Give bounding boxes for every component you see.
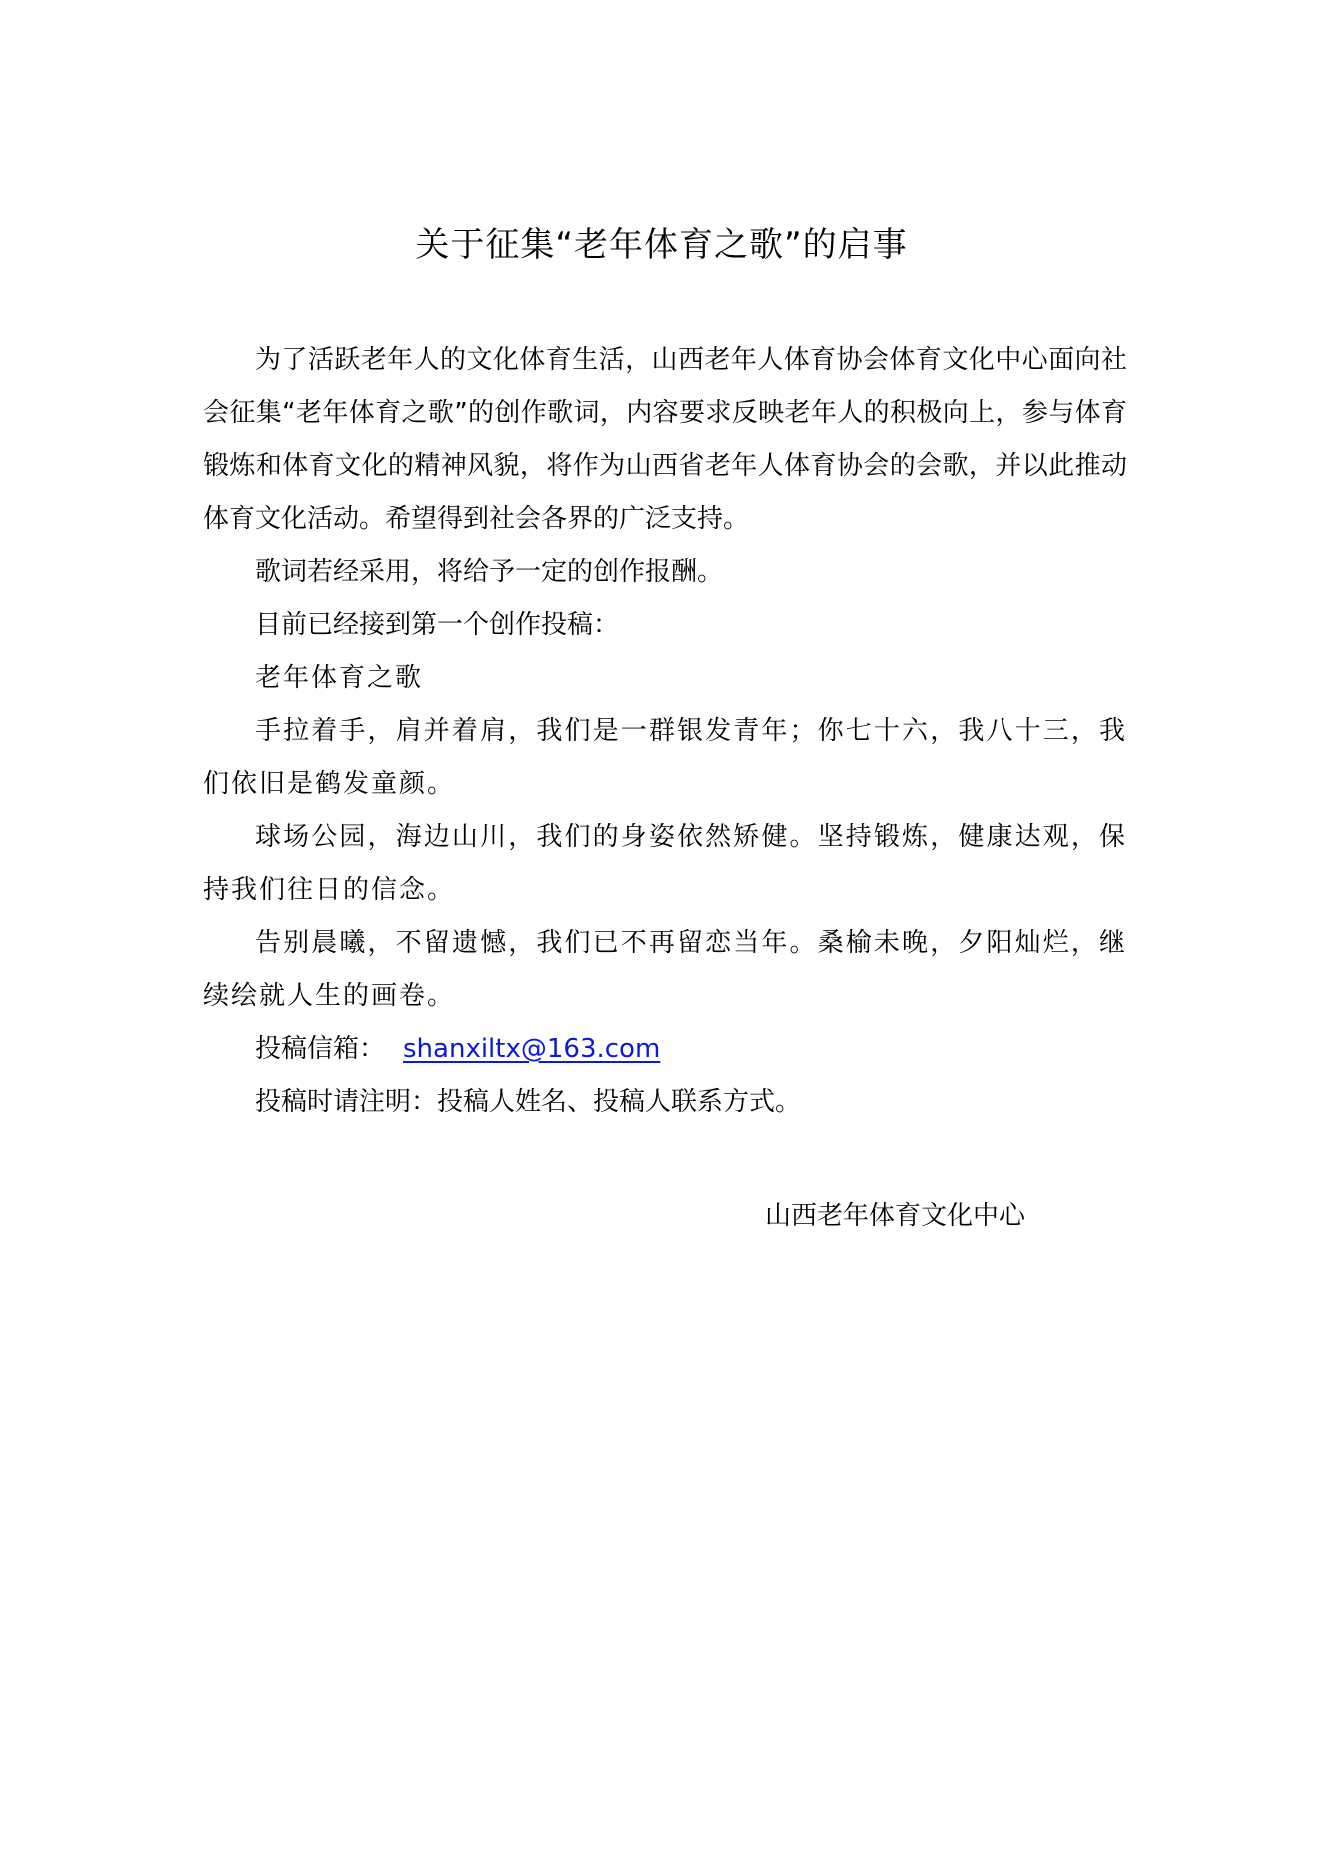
submission-email-line [203, 1023, 1127, 1076]
poem-stanza-1: 手拉着手，肩并着肩，我们是一群银发青年；你七十六，我八十三，我们依旧是鹤发童颜。 [203, 716, 1127, 799]
submission-note: 投稿时请注明：投稿人姓名、投稿人联系方式。 [255, 1087, 802, 1117]
reward-paragraph: 歌词若经采用，将给予一定的创作报酬。 [255, 557, 724, 587]
signature: 山西老年体育文化中心 [765, 1201, 1026, 1231]
document-body [203, 334, 1127, 1129]
poem-stanza-3: 告别晨曦，不留遗憾，我们已不再留恋当年。桑榆未晚，夕阳灿烂，继续绘就人生的画卷。 [203, 928, 1127, 1011]
submission-email-link[interactable]: shanxiltx@163.com [403, 1034, 661, 1064]
intro-paragraph: 为了活跃老年人的文化体育生活，山西老年人体育协会体育文化中心面向社会征集“老年体育之歌”的创作歌词，内容要求反映老年人的积极向上，参与体育锻炼和体育文化的精神风貌，将作为山西省老年人体育协会的会歌，并以此推动体育文化活动。希望得到社会各界的广泛支持。 [203, 345, 1127, 534]
poem-title: 老年体育之歌 [255, 663, 424, 693]
received-paragraph: 目前已经接到第一个创作投稿： [255, 610, 620, 640]
email-label: 投稿信箱： [255, 1034, 386, 1064]
poem-stanza-2: 球场公园，海边山川，我们的身姿依然矫健。坚持锻炼，健康达观，保持我们往日的信念。 [203, 822, 1127, 905]
document-title: 关于征集“老年体育之歌”的启事 [415, 225, 908, 265]
